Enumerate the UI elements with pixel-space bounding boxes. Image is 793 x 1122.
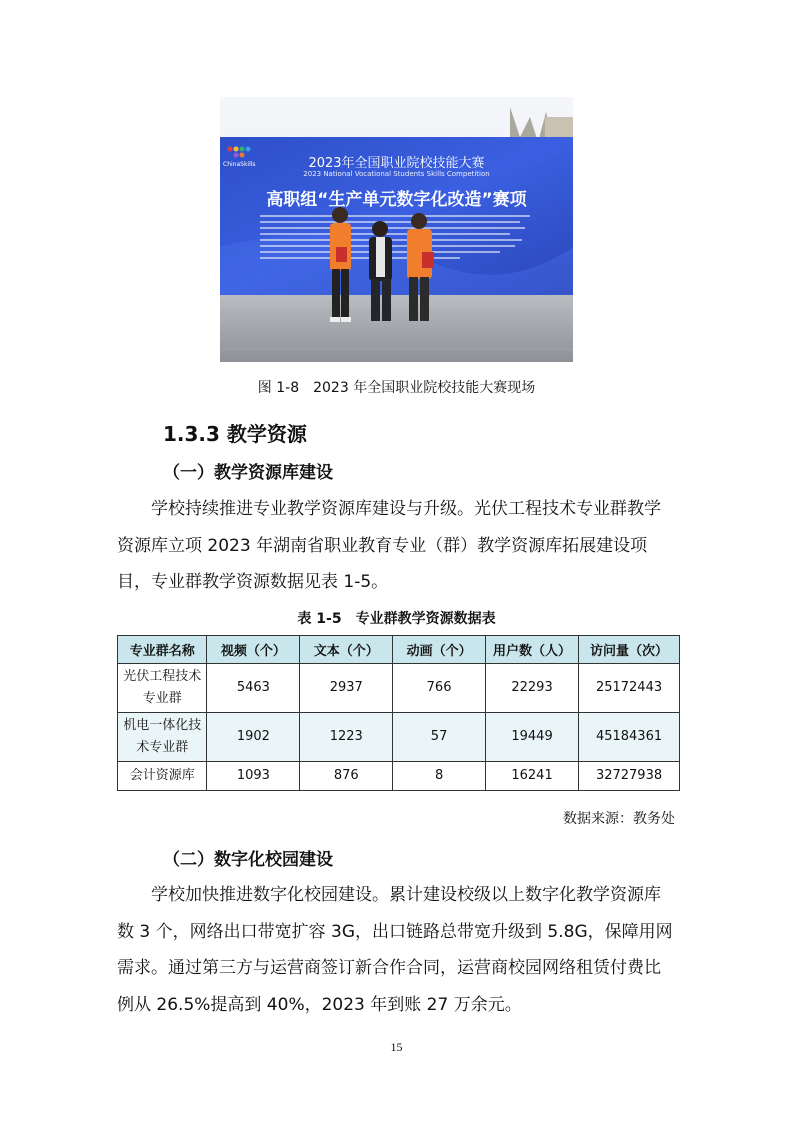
- data-source-note: 数据来源：教务处: [563, 811, 675, 827]
- figure-caption: 图 1-8 2023 年全国职业院校技能大赛现场: [257, 380, 536, 396]
- table-row: [118, 713, 680, 762]
- table-row: [118, 762, 680, 791]
- header-cell: 用户数（人）: [486, 636, 579, 664]
- table-cell: 25172443: [579, 664, 680, 713]
- table-header-row: [118, 636, 680, 664]
- table-cell: 1902: [207, 713, 300, 762]
- header-cell: 专业群名称: [118, 636, 207, 664]
- paragraph-digital-campus: [117, 877, 677, 1023]
- table-cell: 32727938: [579, 762, 680, 791]
- table-cell: 45184361: [579, 713, 680, 762]
- table-cell: 766: [393, 664, 486, 713]
- table-cell: 22293: [486, 664, 579, 713]
- table-cell: 5463: [207, 664, 300, 713]
- table-row: [118, 664, 680, 713]
- photo-scene: [220, 97, 573, 362]
- table-cell: 8: [393, 762, 486, 791]
- subheading-digital-campus: （二）数字化校园建设: [163, 850, 333, 870]
- header-cell: 视频（个）: [207, 636, 300, 664]
- table-cell: 876: [300, 762, 393, 791]
- subheading-resource-library: （一）教学资源库建设: [163, 463, 333, 483]
- table-cell: 机电一体化技术专业群: [118, 713, 207, 762]
- header-cell: 文本（个）: [300, 636, 393, 664]
- banner-subtitle: 2023 National Vocational Students Skills Competition: [303, 170, 490, 178]
- table-cell: 2937: [300, 664, 393, 713]
- paragraph-text: 学校加快推进数字化校园建设。累计建设校级以上数字化教学资源库数 3 个，网络出口带宽扩容 3G，出口链路总带宽升级到 5.8G，保障用网需求。通过第三方与运营商签订新合作合同，运营商校园网络租赁付费比例从 26.5%提高到 40%，2023 年到账 27 万余元。: [117, 885, 673, 1015]
- banner-title: 2023年全国职业院校技能大赛: [308, 156, 485, 171]
- section-heading: 1.3.3 教学资源: [163, 422, 307, 446]
- table-cell: 光伏工程技术专业群: [118, 664, 207, 713]
- banner-event: 高职组“生产单元数字化改造”赛项: [266, 190, 527, 210]
- competition-photo: [220, 97, 573, 362]
- paragraph-resource-library: [117, 491, 677, 601]
- header-cell: 动画（个）: [393, 636, 486, 664]
- page-number: 15: [390, 1040, 403, 1054]
- table-cell: 19449: [486, 713, 579, 762]
- header-cell: 访问量（次）: [579, 636, 680, 664]
- table-caption: 表 1-5 专业群教学资源数据表: [297, 611, 496, 627]
- resource-data-table: [117, 635, 680, 791]
- logo-label: ChinaSkills: [223, 161, 256, 168]
- table-cell: 57: [393, 713, 486, 762]
- paragraph-text: 学校持续推进专业教学资源库建设与升级。光伏工程技术专业群教学资源库立项 2023 年湖南省职业教育专业（群）教学资源库拓展建设项目，专业群教学资源数据见表 1-5。: [117, 499, 661, 592]
- table-cell: 会计资源库: [118, 762, 207, 791]
- table-cell: 1093: [207, 762, 300, 791]
- table-cell: 16241: [486, 762, 579, 791]
- table-cell: 1223: [300, 713, 393, 762]
